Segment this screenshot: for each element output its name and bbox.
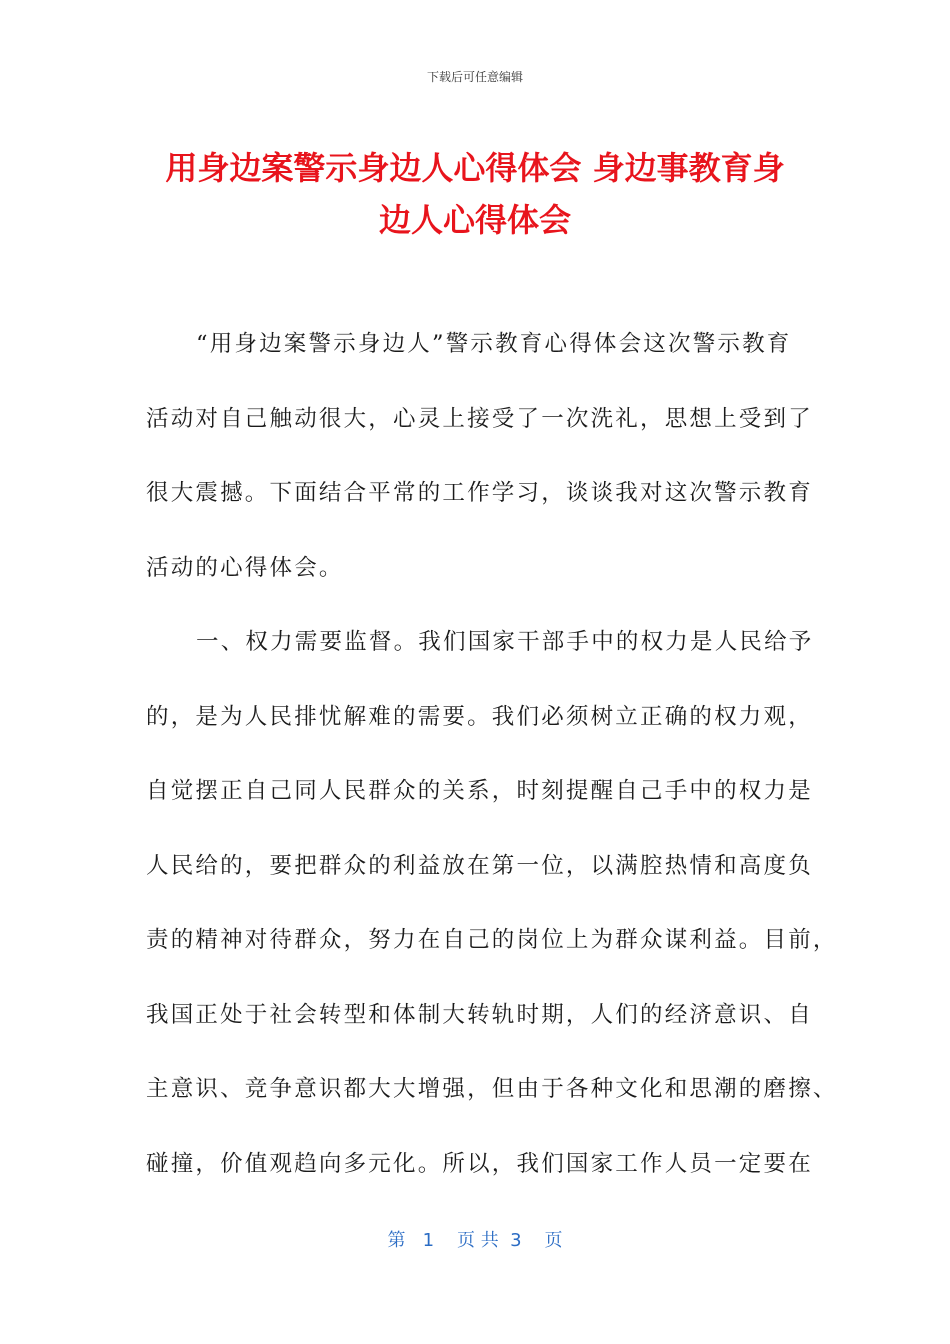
paragraph-line: 自觉摆正自己同人民群众的关系，时刻提醒自己手中的权力是 (146, 778, 813, 804)
document-body (146, 322, 838, 1216)
paragraph-2 (146, 620, 838, 1216)
paragraph-line: 碰撞，价值观趋向多元化。所以，我们国家工作人员一定要在 (146, 1150, 813, 1177)
paragraph-line: 我国正处于社会转型和体制大转轨时期，人们的经济意识、自 (146, 1001, 813, 1028)
document-title (120, 142, 830, 246)
paragraph-line: 的，是为人民排忧解难的需要。我们必须树立正确的权力观， (146, 703, 813, 730)
paragraph-line: 责的精神对待群众，努力在自己的岗位上为群众谋利益。目前， (146, 927, 838, 953)
title-line-2: 边人心得体会 (378, 201, 571, 239)
page-number-footer: 第 1 页 共 3 页 (387, 1230, 563, 1251)
title-line-1: 用身边案警示身边人心得体会 身边事教育身 (165, 149, 785, 187)
paragraph-line: 一、权力需要监督。我们国家干部手中的权力是人民给予 (196, 629, 814, 655)
paragraph-line: 活动对自己触动很大，心灵上接受了一次洗礼，思想上受到了 (146, 405, 813, 432)
paragraph-line: 人民给的，要把群众的利益放在第一位，以满腔热情和高度负 (146, 852, 813, 879)
paragraph-line: 活动的心得体会。 (146, 554, 344, 581)
paragraph-line: 主意识、竞争意识都大大增强，但由于各种文化和思潮的磨擦、 (146, 1076, 838, 1102)
paragraph-line: “用身边案警示身边人”警示教育心得体会这次警示教育 (196, 331, 792, 357)
header-note: 下载后可任意编辑 (426, 70, 523, 84)
paragraph-1 (146, 322, 811, 620)
paragraph-line: 很大震撼。下面结合平常的工作学习，谈谈我对这次警示教育 (146, 480, 813, 506)
